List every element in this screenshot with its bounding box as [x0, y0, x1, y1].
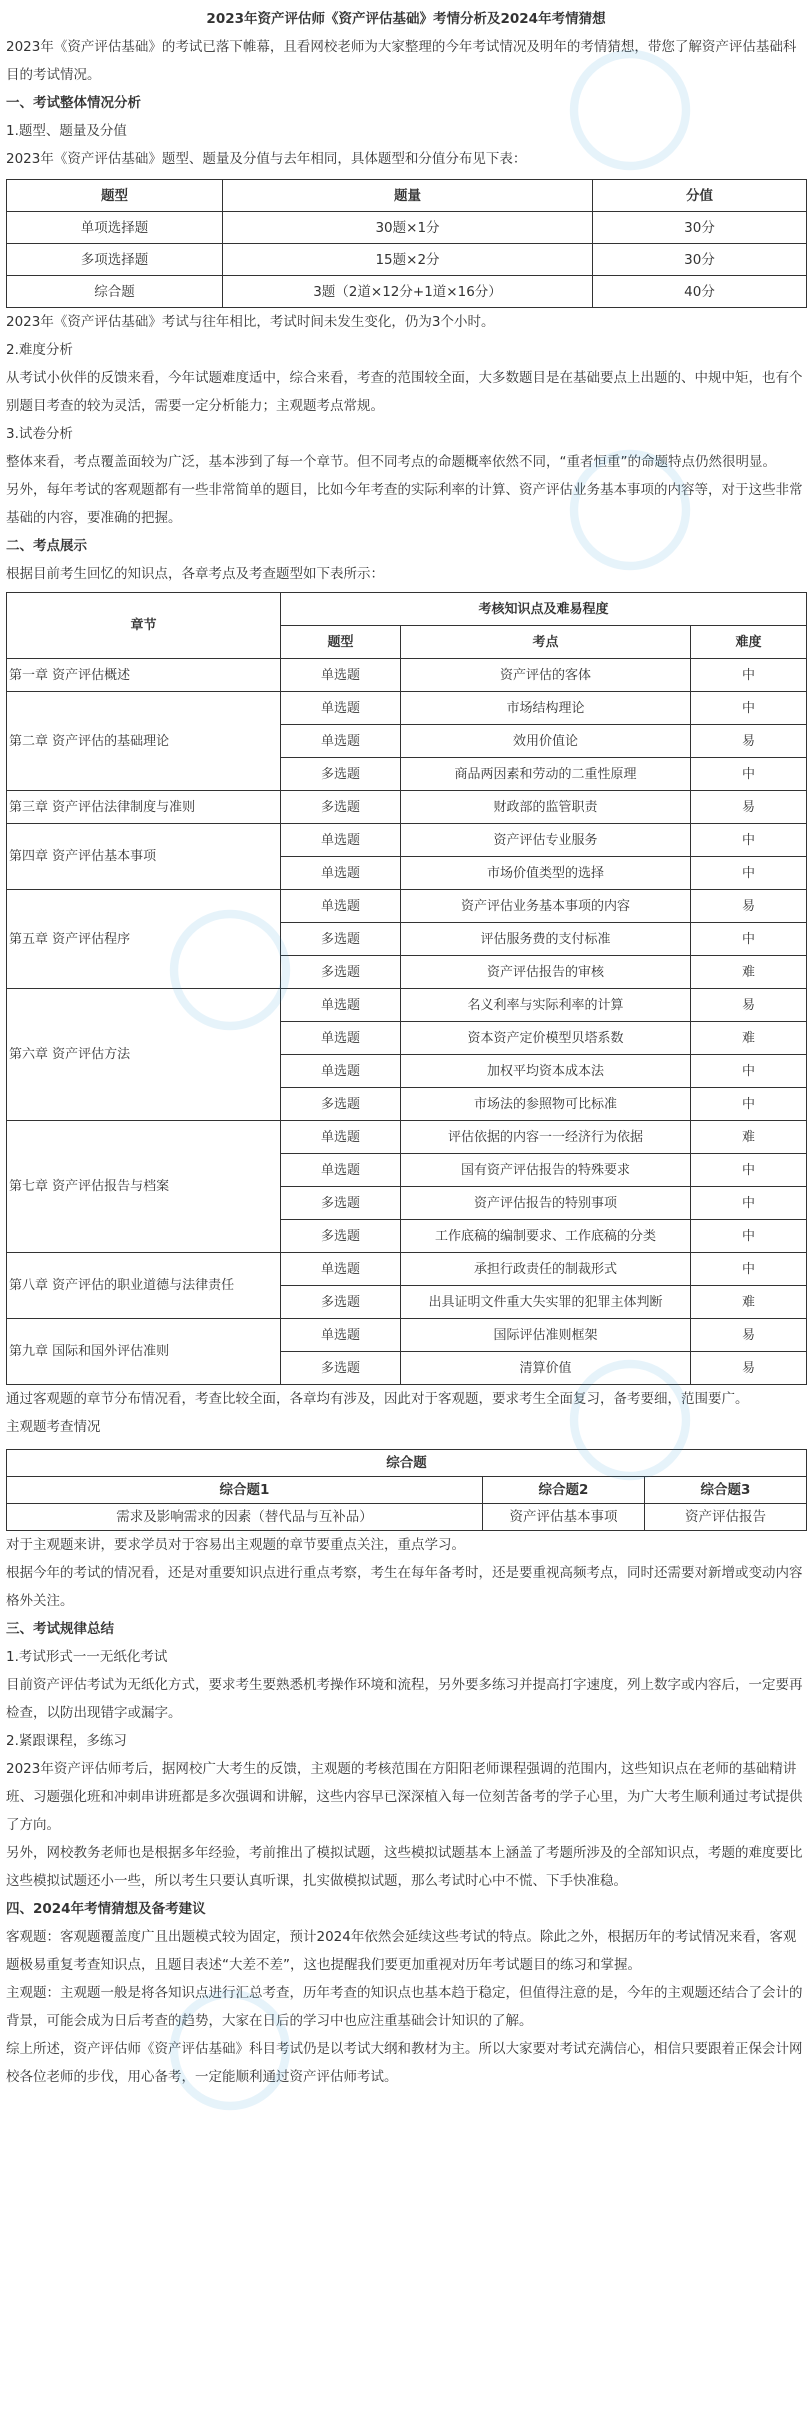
section-1-para-1: 2023年《资产评估基础》题型、题量及分值与去年相同，具体题型和分值分布见下表：	[6, 151, 527, 167]
table-header: 综合题1	[7, 1477, 483, 1504]
point-cell: 评估服务费的支付标准	[401, 923, 691, 956]
section-2-para-5: 根据今年的考试的情况看，还是对重要知识点进行重点考察，考生在每年备考时，还是要重视高频考点，同时还需要对新增或变动内容格外关注。	[6, 1565, 803, 1609]
point-cell: 名义利率与实际利率的计算	[401, 989, 691, 1022]
section-3-sub-1: 1.考试形式一一无纸化考试	[6, 1649, 168, 1665]
chapter-cell: 第二章 资产评估的基础理论	[7, 692, 281, 791]
comprehensive-question-table	[6, 1449, 807, 1531]
type-cell: 单选题	[281, 1154, 401, 1187]
section-1-para-5: 另外，每年考试的客观题都有一些非常简单的题目，比如今年考查的实际利率的计算、资产评估业务基本事项的内容等，对于这些非常基础的内容，要准确的把握。	[6, 482, 803, 526]
section-4-para-1: 客观题：客观题覆盖度广且出题模式较为固定，预计2024年依然会延续这些考试的特点。除此之外，根据历年的考试情况来看，客观题极易重复考查知识点，且题目表述“大差不差”，这也提醒我们要更加重视对历年考试题目的练习和掌握。	[6, 1929, 797, 1973]
point-cell: 市场法的参照物可比标准	[401, 1088, 691, 1121]
section-2-para-3: 主观题考查情况	[6, 1419, 101, 1435]
table-row	[7, 212, 807, 244]
level-cell: 易	[691, 1352, 807, 1385]
level-cell: 中	[691, 1154, 807, 1187]
table-row	[7, 791, 807, 824]
intro-paragraph: 2023年《资产评估基础》的考试已落下帷幕，且看网校老师为大家整理的今年考试情况及明年的考情猜想，带您了解资产评估基础科目的考试情况。	[6, 39, 797, 83]
table-row	[7, 244, 807, 276]
th-type: 题型	[281, 626, 401, 659]
level-cell: 中	[691, 1055, 807, 1088]
table-row	[7, 989, 807, 1022]
table-row	[7, 1504, 807, 1531]
level-cell: 难	[691, 1286, 807, 1319]
level-cell: 难	[691, 1121, 807, 1154]
knowledge-point-table	[6, 592, 807, 1385]
section-1-sub-1: 1.题型、题量及分值	[6, 123, 127, 139]
chapter-cell: 第三章 资产评估法律制度与准则	[7, 791, 281, 824]
type-cell: 多选题	[281, 791, 401, 824]
level-cell: 易	[691, 725, 807, 758]
level-cell: 易	[691, 890, 807, 923]
section-1-para-3: 从考试小伙伴的反馈来看，今年试题难度适中，综合来看，考查的范围较全面，大多数题目是在基础要点上出题的、中规中矩，也有个别题目考查的较为灵活，需要一定分析能力；主观题考点常规。	[6, 370, 803, 414]
type-cell: 单选题	[281, 1055, 401, 1088]
table-cell: 单项选择题	[7, 212, 223, 244]
level-cell: 中	[691, 1088, 807, 1121]
type-cell: 单选题	[281, 1121, 401, 1154]
level-cell: 中	[691, 824, 807, 857]
point-cell: 清算价值	[401, 1352, 691, 1385]
table-cell: 资产评估报告	[645, 1504, 807, 1531]
point-cell: 资产评估专业服务	[401, 824, 691, 857]
point-cell: 国有资产评估报告的特殊要求	[401, 1154, 691, 1187]
chapter-cell: 第七章 资产评估报告与档案	[7, 1121, 281, 1253]
point-cell: 资产评估的客体	[401, 659, 691, 692]
table-header: 综合题3	[645, 1477, 807, 1504]
type-cell: 单选题	[281, 824, 401, 857]
t3-title: 综合题	[7, 1450, 807, 1477]
type-cell: 多选题	[281, 956, 401, 989]
page-title: 2023年资产评估师《资产评估基础》考情分析及2024年考情猜想	[206, 11, 606, 27]
point-cell: 效用价值论	[401, 725, 691, 758]
table-row	[7, 1319, 807, 1352]
type-cell: 多选题	[281, 1220, 401, 1253]
level-cell: 中	[691, 659, 807, 692]
section-1-sub-3: 3.试卷分析	[6, 426, 73, 442]
th-group: 考核知识点及难易程度	[281, 593, 807, 626]
section-3-heading: 三、考试规律总结	[6, 1621, 114, 1637]
table-cell: 30题×1分	[223, 212, 593, 244]
table-cell: 30分	[593, 212, 807, 244]
section-4-heading: 四、2024年考情猜想及备考建议	[6, 1901, 206, 1917]
level-cell: 中	[691, 857, 807, 890]
type-cell: 多选题	[281, 1352, 401, 1385]
point-cell: 资产评估报告的特别事项	[401, 1187, 691, 1220]
table-row	[7, 1253, 807, 1286]
type-cell: 多选题	[281, 1286, 401, 1319]
type-cell: 单选题	[281, 1022, 401, 1055]
chapter-cell: 第八章 资产评估的职业道德与法律责任	[7, 1253, 281, 1319]
type-cell: 单选题	[281, 890, 401, 923]
point-cell: 财政部的监管职责	[401, 791, 691, 824]
table-row	[7, 692, 807, 725]
type-cell: 单选题	[281, 989, 401, 1022]
point-cell: 国际评估准则框架	[401, 1319, 691, 1352]
th-chapter: 章节	[7, 593, 281, 659]
chapter-cell: 第六章 资产评估方法	[7, 989, 281, 1121]
table-cell: 需求及影响需求的因素（替代品与互补品）	[7, 1504, 483, 1531]
section-2-para-2: 通过客观题的章节分布情况看，考查比较全面，各章均有涉及，因此对于客观题，要求考生全面复习，备考要细，范围要广。	[6, 1391, 749, 1407]
table-header: 分值	[593, 180, 807, 212]
type-cell: 多选题	[281, 758, 401, 791]
section-3-para-2: 2023年资产评估师考后，据网校广大考生的反馈，主观题的考核范围在方阳阳老师课程强调的范围内，这些知识点在老师的基础精讲班、习题强化班和冲刺串讲班都是多次强调和讲解，这些内容早已深深植入每一位刻苦备考的学子心里，为广大考生顺利通过考试提供了方向。	[6, 1761, 803, 1833]
table-cell: 资产评估基本事项	[483, 1504, 645, 1531]
question-type-table	[6, 179, 807, 308]
table-row	[7, 890, 807, 923]
section-3-para-3: 另外，网校教务老师也是根据多年经验，考前推出了模拟试题，这些模拟试题基本上涵盖了考题所涉及的全部知识点，考题的难度要比这些模拟试题还小一些，所以考生只要认真听课，扎实做模拟试题，那么考试时心中不慌、下手快准稳。	[6, 1845, 803, 1889]
table-cell: 40分	[593, 276, 807, 308]
level-cell: 难	[691, 1022, 807, 1055]
type-cell: 单选题	[281, 857, 401, 890]
section-1-para-4: 整体来看，考点覆盖面较为广泛，基本涉到了每一个章节。但不同考点的命题概率依然不同，“重者恒重”的命题特点仍然很明显。	[6, 454, 776, 470]
type-cell: 多选题	[281, 923, 401, 956]
point-cell: 商品两因素和劳动的二重性原理	[401, 758, 691, 791]
point-cell: 承担行政责任的制裁形式	[401, 1253, 691, 1286]
point-cell: 出具证明文件重大失实罪的犯罪主体判断	[401, 1286, 691, 1319]
level-cell: 易	[691, 989, 807, 1022]
table-cell: 3题（2道×12分+1道×16分）	[223, 276, 593, 308]
chapter-cell: 第一章 资产评估概述	[7, 659, 281, 692]
section-3-sub-2: 2.紧跟课程，多练习	[6, 1733, 127, 1749]
point-cell: 评估依据的内容一一经济行为依据	[401, 1121, 691, 1154]
table-cell: 30分	[593, 244, 807, 276]
level-cell: 易	[691, 791, 807, 824]
section-1-para-2: 2023年《资产评估基础》考试与往年相比，考试时间未发生变化，仍为3个小时。	[6, 314, 495, 330]
point-cell: 市场结构理论	[401, 692, 691, 725]
level-cell: 中	[691, 758, 807, 791]
table-header: 综合题2	[483, 1477, 645, 1504]
type-cell: 单选题	[281, 692, 401, 725]
th-level: 难度	[691, 626, 807, 659]
level-cell: 易	[691, 1319, 807, 1352]
table-cell: 15题×2分	[223, 244, 593, 276]
table-header: 题量	[223, 180, 593, 212]
th-point: 考点	[401, 626, 691, 659]
table-row	[7, 824, 807, 857]
point-cell: 加权平均资本成本法	[401, 1055, 691, 1088]
point-cell: 资产评估报告的审核	[401, 956, 691, 989]
type-cell: 单选题	[281, 659, 401, 692]
table-row	[7, 659, 807, 692]
level-cell: 中	[691, 923, 807, 956]
chapter-cell: 第九章 国际和国外评估准则	[7, 1319, 281, 1385]
table-cell: 综合题	[7, 276, 223, 308]
point-cell: 资产评估业务基本事项的内容	[401, 890, 691, 923]
chapter-cell: 第四章 资产评估基本事项	[7, 824, 281, 890]
type-cell: 单选题	[281, 725, 401, 758]
section-4-para-3: 综上所述，资产评估师《资产评估基础》科目考试仍是以考试大纲和教材为主。所以大家要对考试充满信心，相信只要跟着正保会计网校各位老师的步伐，用心备考，一定能顺利通过资产评估师考试。	[6, 2041, 803, 2085]
point-cell: 资本资产定价模型贝塔系数	[401, 1022, 691, 1055]
table-row	[7, 1121, 807, 1154]
section-1-heading: 一、考试整体情况分析	[6, 95, 141, 111]
section-2-para-4: 对于主观题来讲，要求学员对于容易出主观题的章节要重点关注，重点学习。	[6, 1537, 465, 1553]
type-cell: 单选题	[281, 1253, 401, 1286]
level-cell: 中	[691, 692, 807, 725]
level-cell: 中	[691, 1253, 807, 1286]
section-2-para-1: 根据目前考生回忆的知识点，各章考点及考查题型如下表所示：	[6, 566, 384, 582]
level-cell: 中	[691, 1220, 807, 1253]
table-cell: 多项选择题	[7, 244, 223, 276]
point-cell: 工作底稿的编制要求、工作底稿的分类	[401, 1220, 691, 1253]
level-cell: 中	[691, 1187, 807, 1220]
section-1-sub-2: 2.难度分析	[6, 342, 73, 358]
type-cell: 多选题	[281, 1088, 401, 1121]
table-row	[7, 276, 807, 308]
section-3-para-1: 目前资产评估考试为无纸化方式，要求考生要熟悉机考操作环境和流程，另外要多练习并提高打字速度，列上数字或内容后，一定要再检查，以防出现错字或漏字。	[6, 1677, 803, 1721]
level-cell: 难	[691, 956, 807, 989]
section-2-heading: 二、考点展示	[6, 538, 87, 554]
type-cell: 多选题	[281, 1187, 401, 1220]
point-cell: 市场价值类型的选择	[401, 857, 691, 890]
table-header: 题型	[7, 180, 223, 212]
type-cell: 单选题	[281, 1319, 401, 1352]
chapter-cell: 第五章 资产评估程序	[7, 890, 281, 989]
section-4-para-2: 主观题：主观题一般是将各知识点进行汇总考查，历年考查的知识点也基本趋于稳定，但值得注意的是，今年的主观题还结合了会计的背景，可能会成为日后考查的趋势，大家在日后的学习中也应注重基础会计知识的了解。	[6, 1985, 803, 2029]
